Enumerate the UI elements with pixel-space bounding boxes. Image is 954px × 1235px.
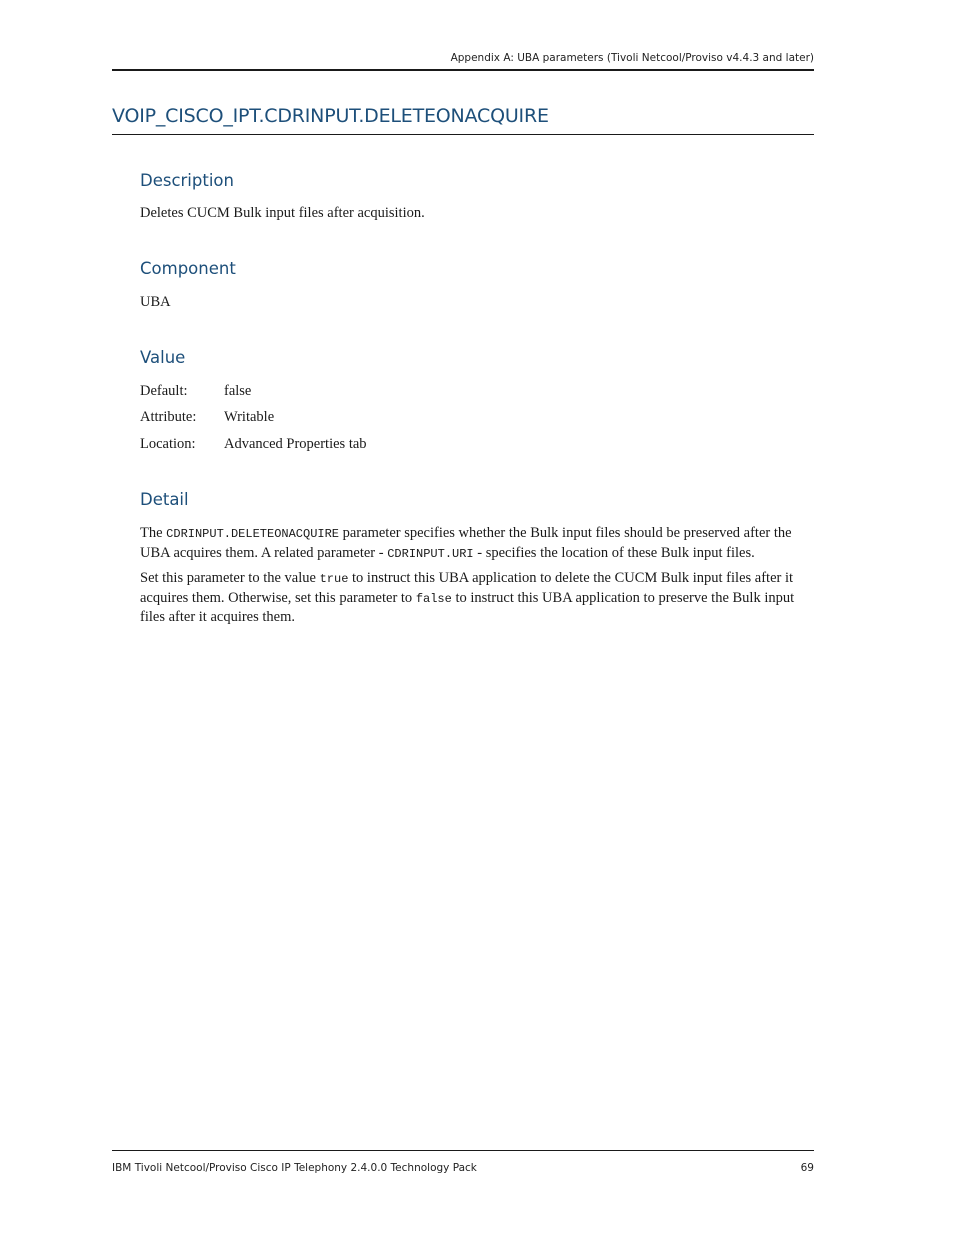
description-text: Deletes CUCM Bulk input files after acquisition. (140, 205, 425, 221)
text-run: parameter specifies whether the Bulk input files should be preserved after the UBA acquires them. A related parameter - (140, 525, 792, 561)
value-row-location (140, 436, 367, 453)
code-false: false (415, 591, 452, 606)
value-row-attribute (140, 409, 274, 426)
header-rule (112, 69, 814, 71)
text-run: - specifies the location of these Bulk input files. (473, 544, 755, 561)
value-val: Writable (224, 409, 275, 425)
value-val: false (224, 383, 252, 399)
value-heading: Value (140, 348, 186, 367)
value-key: Attribute: (140, 409, 197, 425)
component-text: UBA (140, 294, 171, 310)
footer-rule (112, 1150, 814, 1151)
component-heading: Component (140, 259, 236, 278)
title-rule (112, 134, 814, 135)
value-val: Advanced Properties tab (224, 436, 367, 452)
page-number: 69 (800, 1162, 814, 1174)
code-true: true (319, 572, 349, 586)
code-parameter-name: CDRINPUT.DELETEONACQUIRE (166, 527, 339, 541)
value-key: Default: (140, 383, 188, 399)
text-run: to instruct this UBA application to preserve the Bulk input files after it acquires them. (140, 589, 795, 625)
text-run: The (140, 525, 167, 541)
footer-title: IBM Tivoli Netcool/Proviso Cisco IP Telephony 2.4.0.0 Technology Pack (112, 1162, 477, 1174)
code-related-parameter: CDRINPUT.URI (387, 546, 474, 561)
parameter-title: VOIP_CISCO_IPT.CDRINPUT.DELETEONACQUIRE (112, 105, 549, 127)
running-header: Appendix A: UBA parameters (Tivoli Netcool/Proviso v4.4.3 and later) (450, 52, 814, 64)
value-row-default (140, 383, 251, 400)
detail-paragraph-1 (140, 524, 812, 563)
detail-heading: Detail (140, 490, 189, 509)
text-run: Set this parameter to the value (140, 570, 320, 586)
value-key: Location: (140, 436, 196, 452)
detail-paragraph-2 (140, 569, 812, 627)
text-run: to instruct this UBA application to delete the CUCM Bulk input files after it acquires them. Otherwise, set this parameter to (140, 570, 794, 606)
description-heading: Description (140, 171, 234, 190)
